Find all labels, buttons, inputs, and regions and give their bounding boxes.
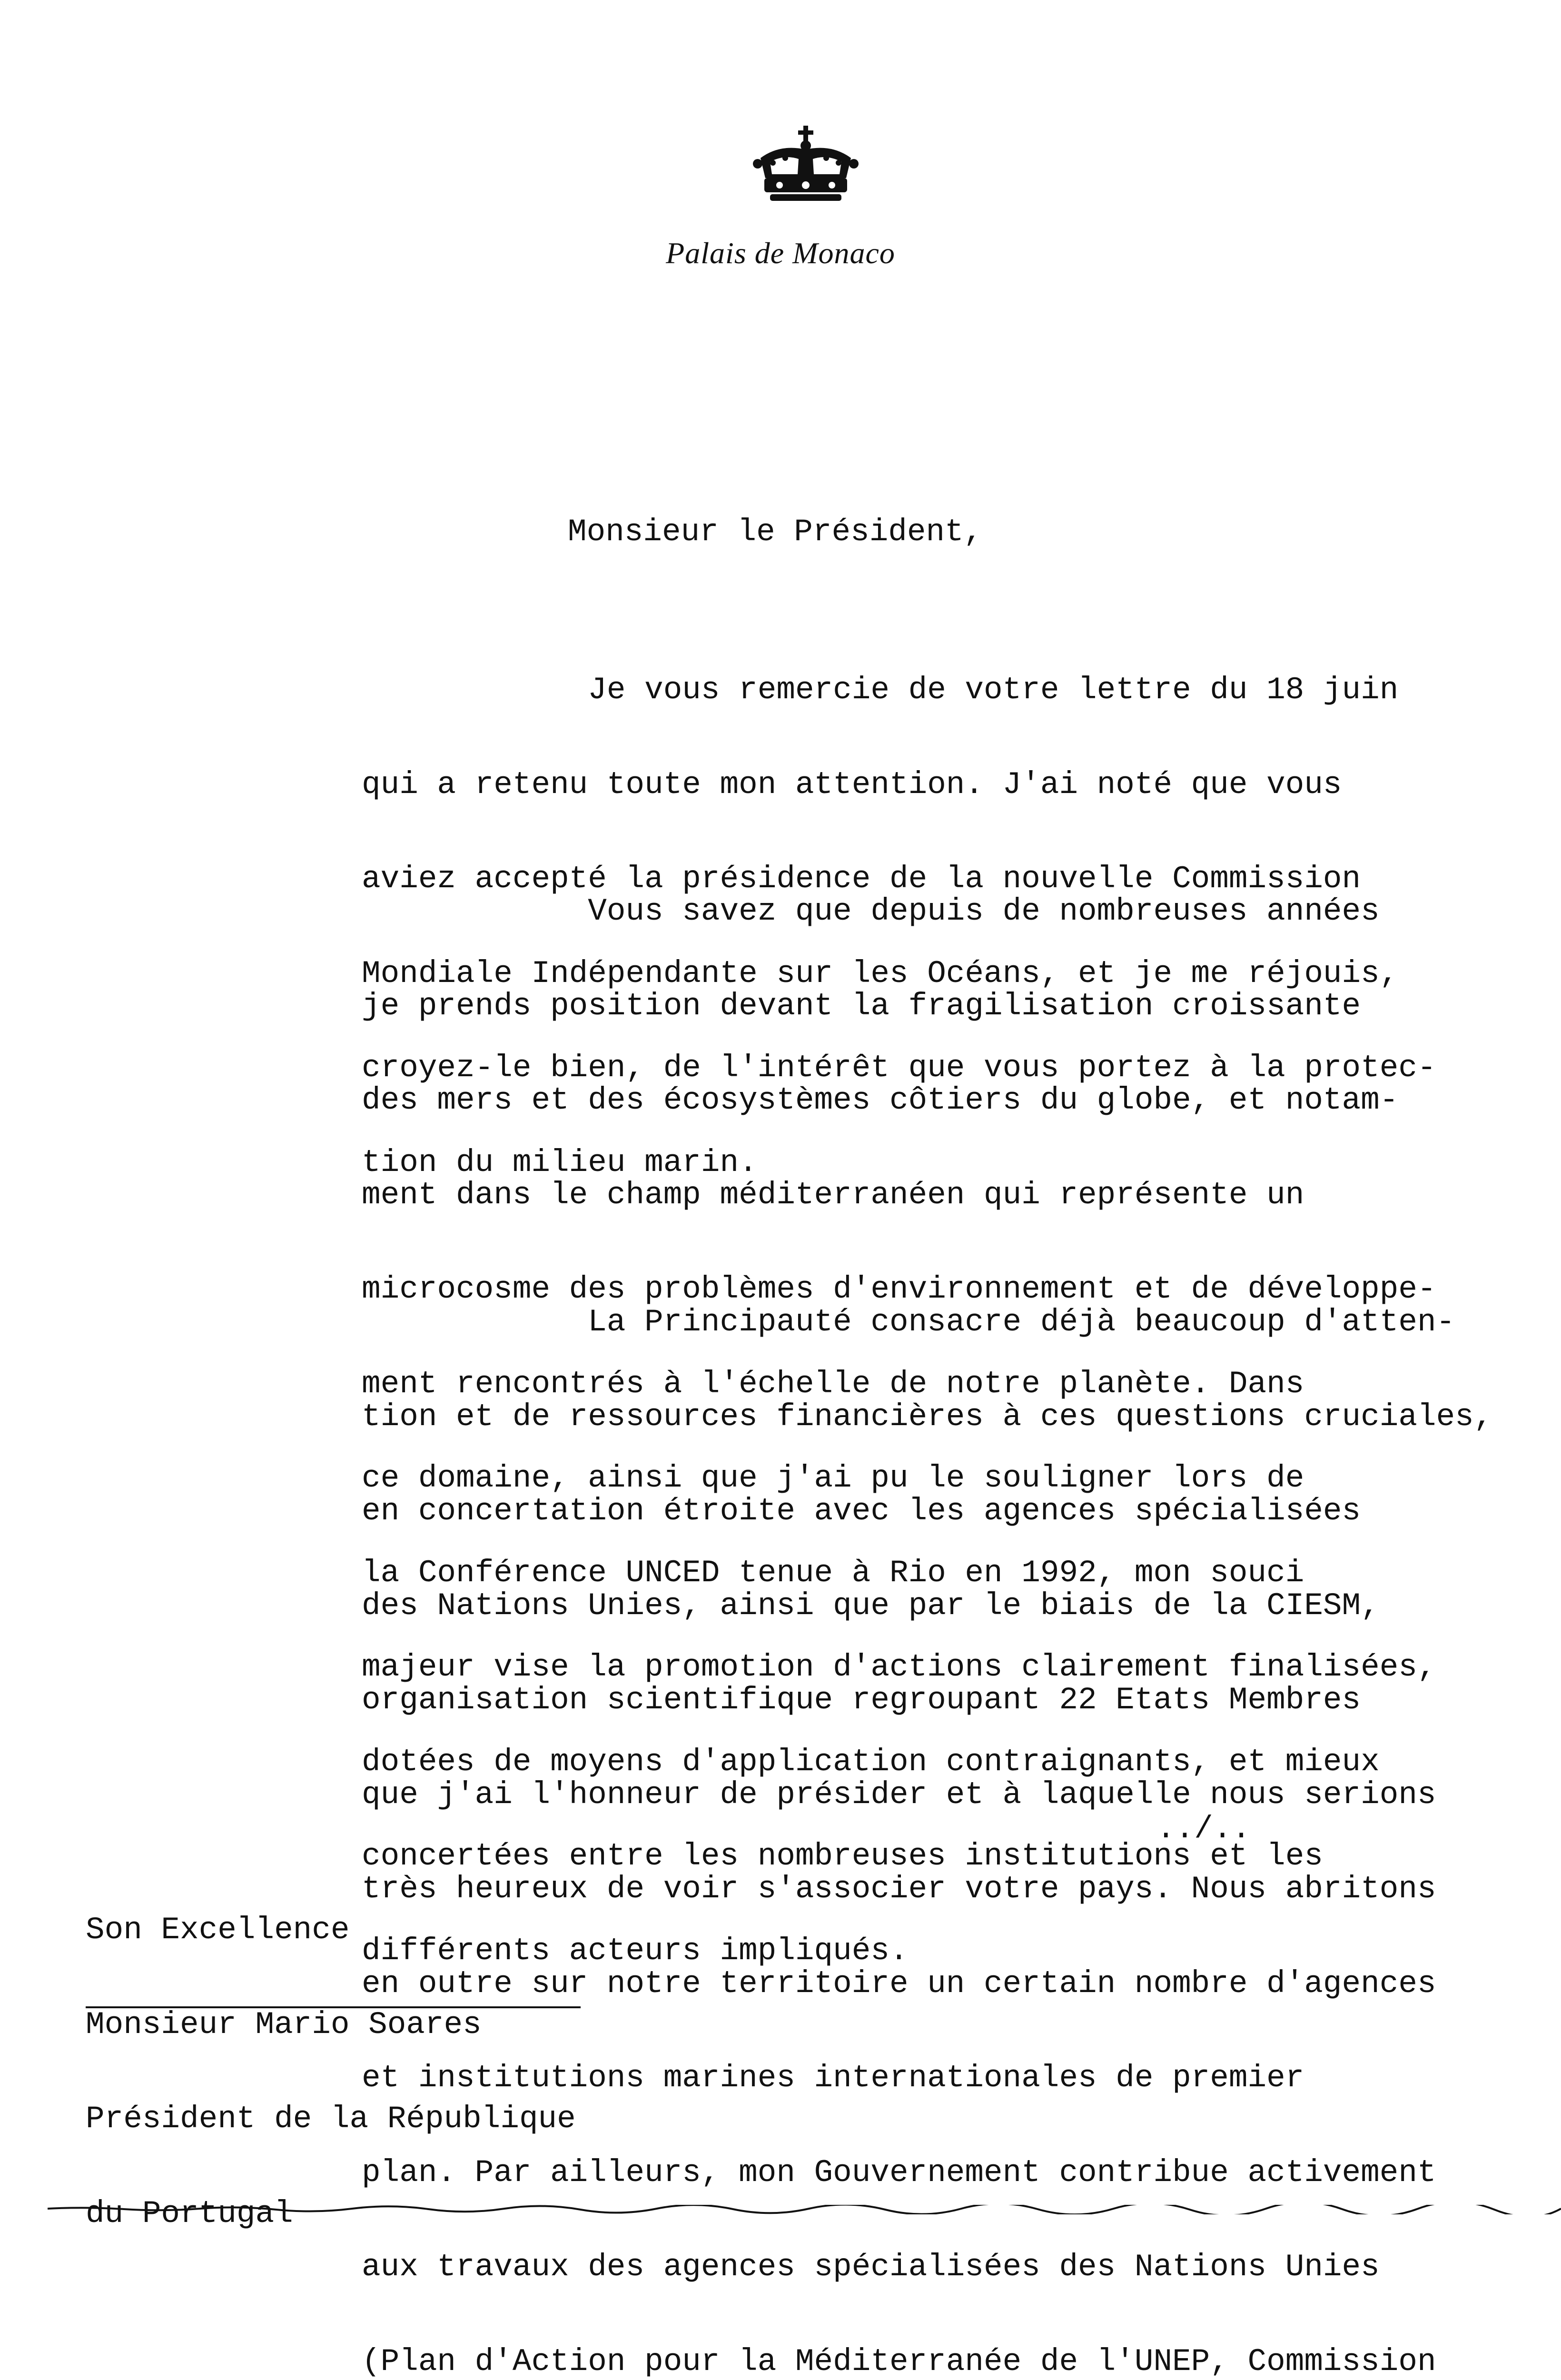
paragraph-line: ment rencontrés à l'échelle de notre planète. Dans — [362, 1366, 1304, 1402]
paragraph-line: aviez accepté la présidence de la nouvelle Commission — [362, 861, 1361, 897]
paragraph-line: croyez-le bien, de l'intérêt que vous portez à la protec- — [362, 1050, 1436, 1086]
paragraph-line: je prends position devant la fragilisation croissante — [362, 988, 1361, 1024]
continuation-mark: ../.. — [1156, 1811, 1251, 1847]
paragraph-line: majeur vise la promotion d'actions clairement finalisées, — [362, 1649, 1436, 1685]
recipient-divider — [86, 2006, 581, 2008]
paragraph-line: la Conférence UNCED tenue à Rio en 1992, mon souci — [362, 1555, 1304, 1591]
paragraph-line: dotées de moyens d'application contraignants, et mieux — [362, 1744, 1380, 1780]
paragraph-line: organisation scientifique regroupant 22 Etats Membres — [362, 1682, 1361, 1718]
paragraph-line: en outre sur notre territoire un certain nombre d'agences — [362, 1965, 1436, 2002]
paragraph-line: en concertation étroite avec les agences spécialisées — [362, 1493, 1361, 1529]
recipient-address — [86, 1852, 576, 2292]
recipient-line: Son Excellence — [86, 1912, 350, 1948]
paragraph-line: tion et de ressources financières à ces questions cruciales, — [362, 1398, 1493, 1435]
paragraph-line: différents acteurs impliqués. — [362, 1933, 909, 1969]
paragraph-line: concertées entre les nombreuses institutions et les — [362, 1838, 1323, 1874]
paragraph-line: très heureux de voir s'associer votre pays. Nous abritons — [362, 1871, 1436, 1907]
paragraph-line: qui a retenu toute mon attention. J'ai noté que vous — [362, 766, 1342, 803]
paragraph-line: tion du milieu marin. — [362, 1144, 758, 1180]
paragraph-line: Vous savez que depuis de nombreuses années — [362, 893, 1380, 929]
paragraph-line: et institutions marines internationales de premier — [362, 2060, 1304, 2096]
paragraph-line: des Nations Unies, ainsi que par le biais de la CIESM, — [362, 1587, 1380, 1624]
paragraph-line: ment dans le champ méditerranéen qui représente un — [362, 1177, 1304, 1213]
paragraph-line: (Plan d'Action pour la Méditerranée de l'UNEP, Commission — [362, 2343, 1436, 2380]
paragraph-line: plan. Par ailleurs, mon Gouvernement contribue activement — [362, 2154, 1436, 2191]
paragraph-line: des mers et des écosystèmes côtiers du globe, et notam- — [362, 1082, 1399, 1118]
paragraph-line: aux travaux des agences spécialisées des Nations Unies — [362, 2249, 1380, 2285]
paragraph-line: Je vous remercie de votre lettre du 18 juin — [362, 672, 1399, 708]
paragraph-line: microcosme des problèmes d'environnement et de développe- — [362, 1271, 1436, 1307]
salutation: Monsieur le Président, — [568, 514, 983, 550]
paragraph-line: que j'ai l'honneur de présider et à laquelle nous serions — [362, 1776, 1436, 1813]
letterhead-title: Palais de Monaco — [666, 236, 895, 270]
recipient-line: Président de la République — [86, 2101, 576, 2137]
paragraph-line: Mondiale Indépendante sur les Océans, et je me réjouis, — [362, 955, 1399, 992]
paragraph-line: ce domaine, ainsi que j'ai pu le souligner lors de — [362, 1460, 1304, 1496]
crown-icon — [751, 125, 860, 206]
bottom-border-line — [48, 2205, 1561, 2214]
recipient-line: du Portugal — [86, 2195, 293, 2231]
recipient-line: Monsieur Mario Soares — [86, 2006, 482, 2043]
paragraph-line: La Principauté consacre déjà beaucoup d'atten- — [362, 1304, 1455, 1340]
